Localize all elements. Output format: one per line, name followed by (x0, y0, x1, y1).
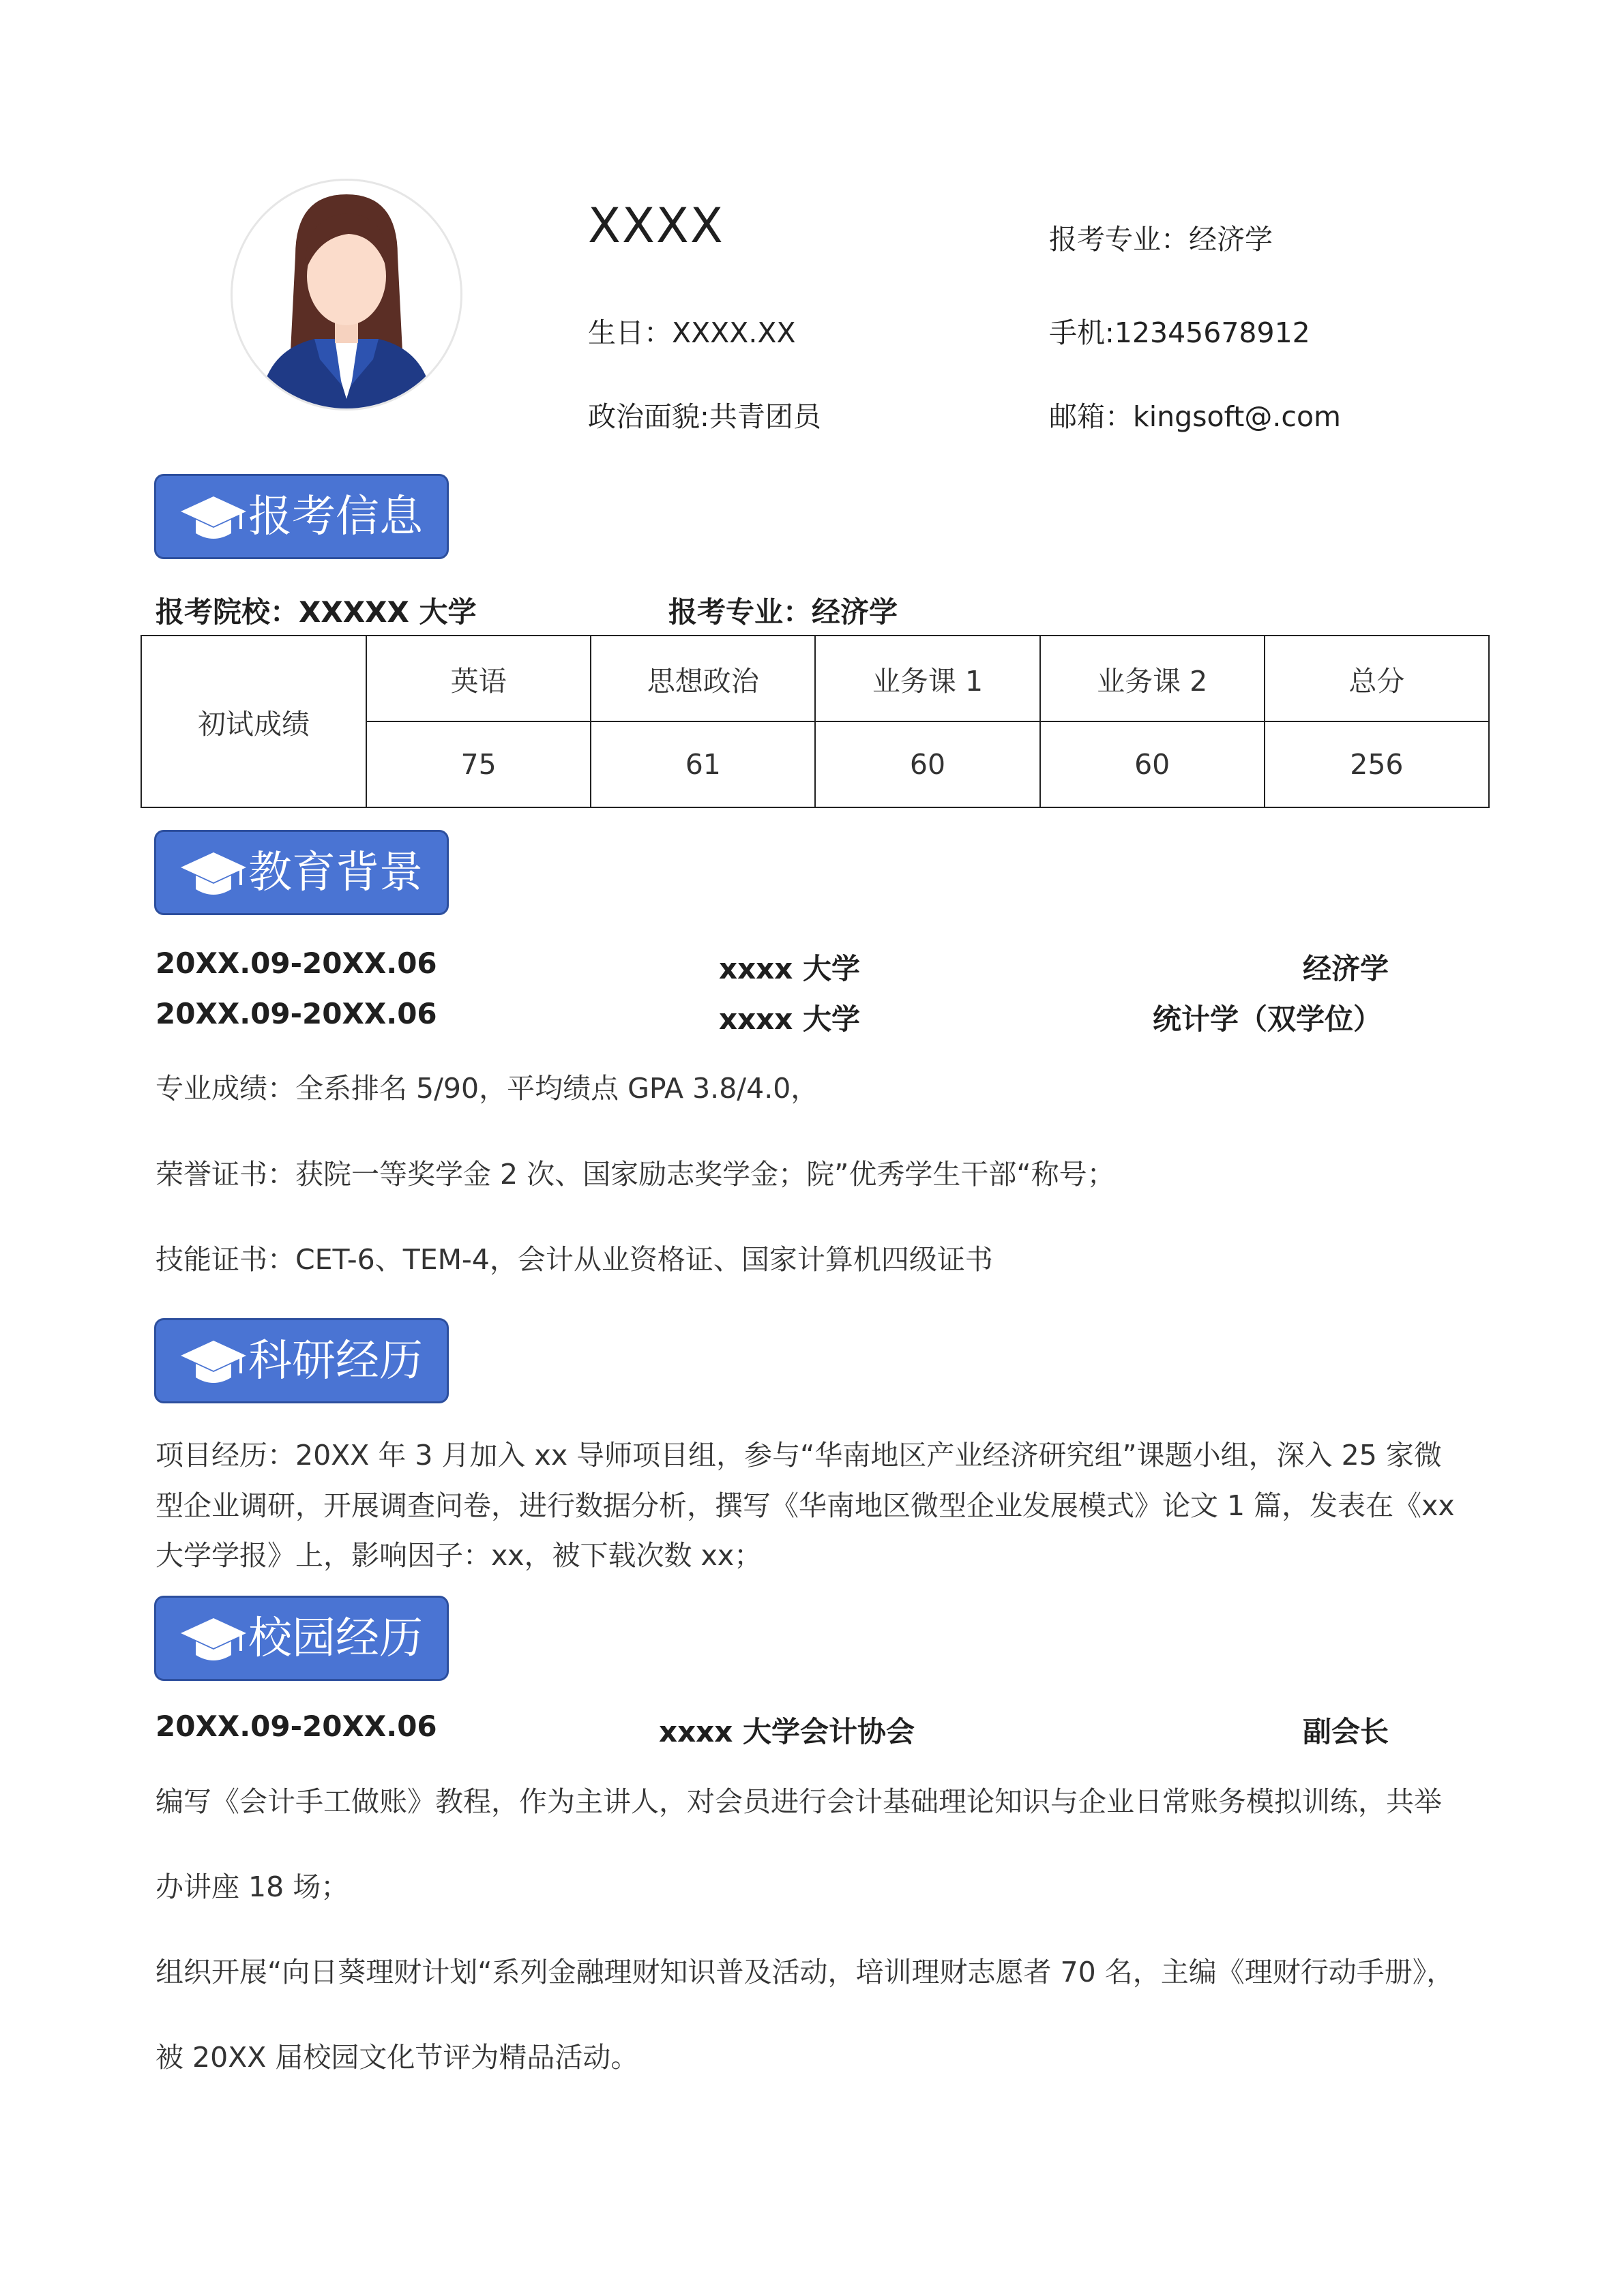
avatar (231, 179, 462, 411)
political-status: 政治面貌:共青团员 (588, 400, 821, 433)
campus-line: 办讲座 18 场； (156, 1870, 349, 1903)
section-title: 校园经历 (248, 1613, 423, 1664)
score-cell: 61 (591, 721, 815, 807)
email: 邮箱：kingsoft@.com (1049, 400, 1341, 433)
birthday: 生日：XXXX.XX (588, 316, 796, 349)
score-cell: 60 (815, 721, 1039, 807)
column-header: 业务课 2 (1040, 636, 1265, 721)
section-title: 教育背景 (248, 848, 423, 898)
section-header-education (154, 830, 449, 915)
column-header: 英语 (366, 636, 591, 721)
campus-date: 20XX.09-20XX.06 (156, 1710, 437, 1743)
research-line: 型企业调研，开展调查问卷，进行数据分析，撰写《华南地区微型企业发展模式》论文 1 篇，发表在《xx (156, 1489, 1455, 1522)
female-avatar-illustration (233, 181, 460, 408)
research-line: 大学学报》上，影响因子：xx，被下载次数 xx； (156, 1539, 763, 1572)
target-major: 报考专业：经济学 (668, 595, 898, 629)
section-header-campus (154, 1596, 449, 1681)
score-table (141, 635, 1490, 808)
graduation-cap-icon (179, 1339, 248, 1388)
edu-line: 荣誉证书：获院一等奖学金 2 次、国家励志奖学金；院”优秀学生干部“称号； (156, 1158, 1115, 1191)
score-cell: 60 (1040, 721, 1265, 807)
campus-line: 被 20XX 届校园文化节评为精品活动。 (156, 2041, 639, 2074)
score-cell: 75 (366, 721, 591, 807)
graduation-cap-icon (179, 851, 248, 900)
campus-line: 组织开展“向日葵理财计划“系列金融理财知识普及活动，培训理财志愿者 70 名，主编《理财行动手册》， (156, 1956, 1455, 1988)
candidate-name: XXXX (588, 198, 724, 254)
applied-major: 报考专业：经济学 (1049, 223, 1273, 256)
edu-major: 统计学（双学位） (1153, 1002, 1383, 1036)
edu-major: 经济学 (1303, 952, 1389, 985)
campus-org: xxxx 大学会计协会 (659, 1715, 915, 1748)
graduation-cap-icon (179, 1617, 248, 1666)
graduation-cap-icon (179, 495, 248, 544)
edu-line: 技能证书：CET-6、TEM-4，会计从业资格证、国家计算机四级证书 (156, 1243, 993, 1276)
campus-role: 副会长 (1303, 1715, 1389, 1748)
column-header: 思想政治 (591, 636, 815, 721)
phone: 手机:12345678912 (1049, 316, 1310, 349)
edu-date: 20XX.09-20XX.06 (156, 997, 437, 1030)
edu-school: xxxx 大学 (719, 1002, 860, 1036)
column-header: 业务课 1 (815, 636, 1039, 721)
section-header-apply (154, 474, 449, 559)
target-school: 报考院校：XXXXX 大学 (156, 595, 477, 629)
campus-line: 编写《会计手工做账》教程，作为主讲人，对会员进行会计基础理论知识与企业日常账务模拟训练，共举 (156, 1785, 1442, 1818)
section-title: 报考信息 (248, 492, 423, 542)
section-header-research (154, 1318, 449, 1403)
section-title: 科研经历 (248, 1336, 423, 1386)
table-row (141, 636, 1489, 721)
edu-line: 专业成绩：全系排名 5/90，平均绩点 GPA 3.8/4.0， (156, 1072, 819, 1105)
row-label: 初试成绩 (141, 636, 366, 807)
edu-date: 20XX.09-20XX.06 (156, 946, 437, 980)
research-line: 项目经历：20XX 年 3 月加入 xx 导师项目组，参与“华南地区产业经济研究组”课题小组，深入 25 家微 (156, 1439, 1442, 1472)
column-header: 总分 (1265, 636, 1489, 721)
score-cell: 256 (1265, 721, 1489, 807)
edu-school: xxxx 大学 (719, 952, 860, 985)
